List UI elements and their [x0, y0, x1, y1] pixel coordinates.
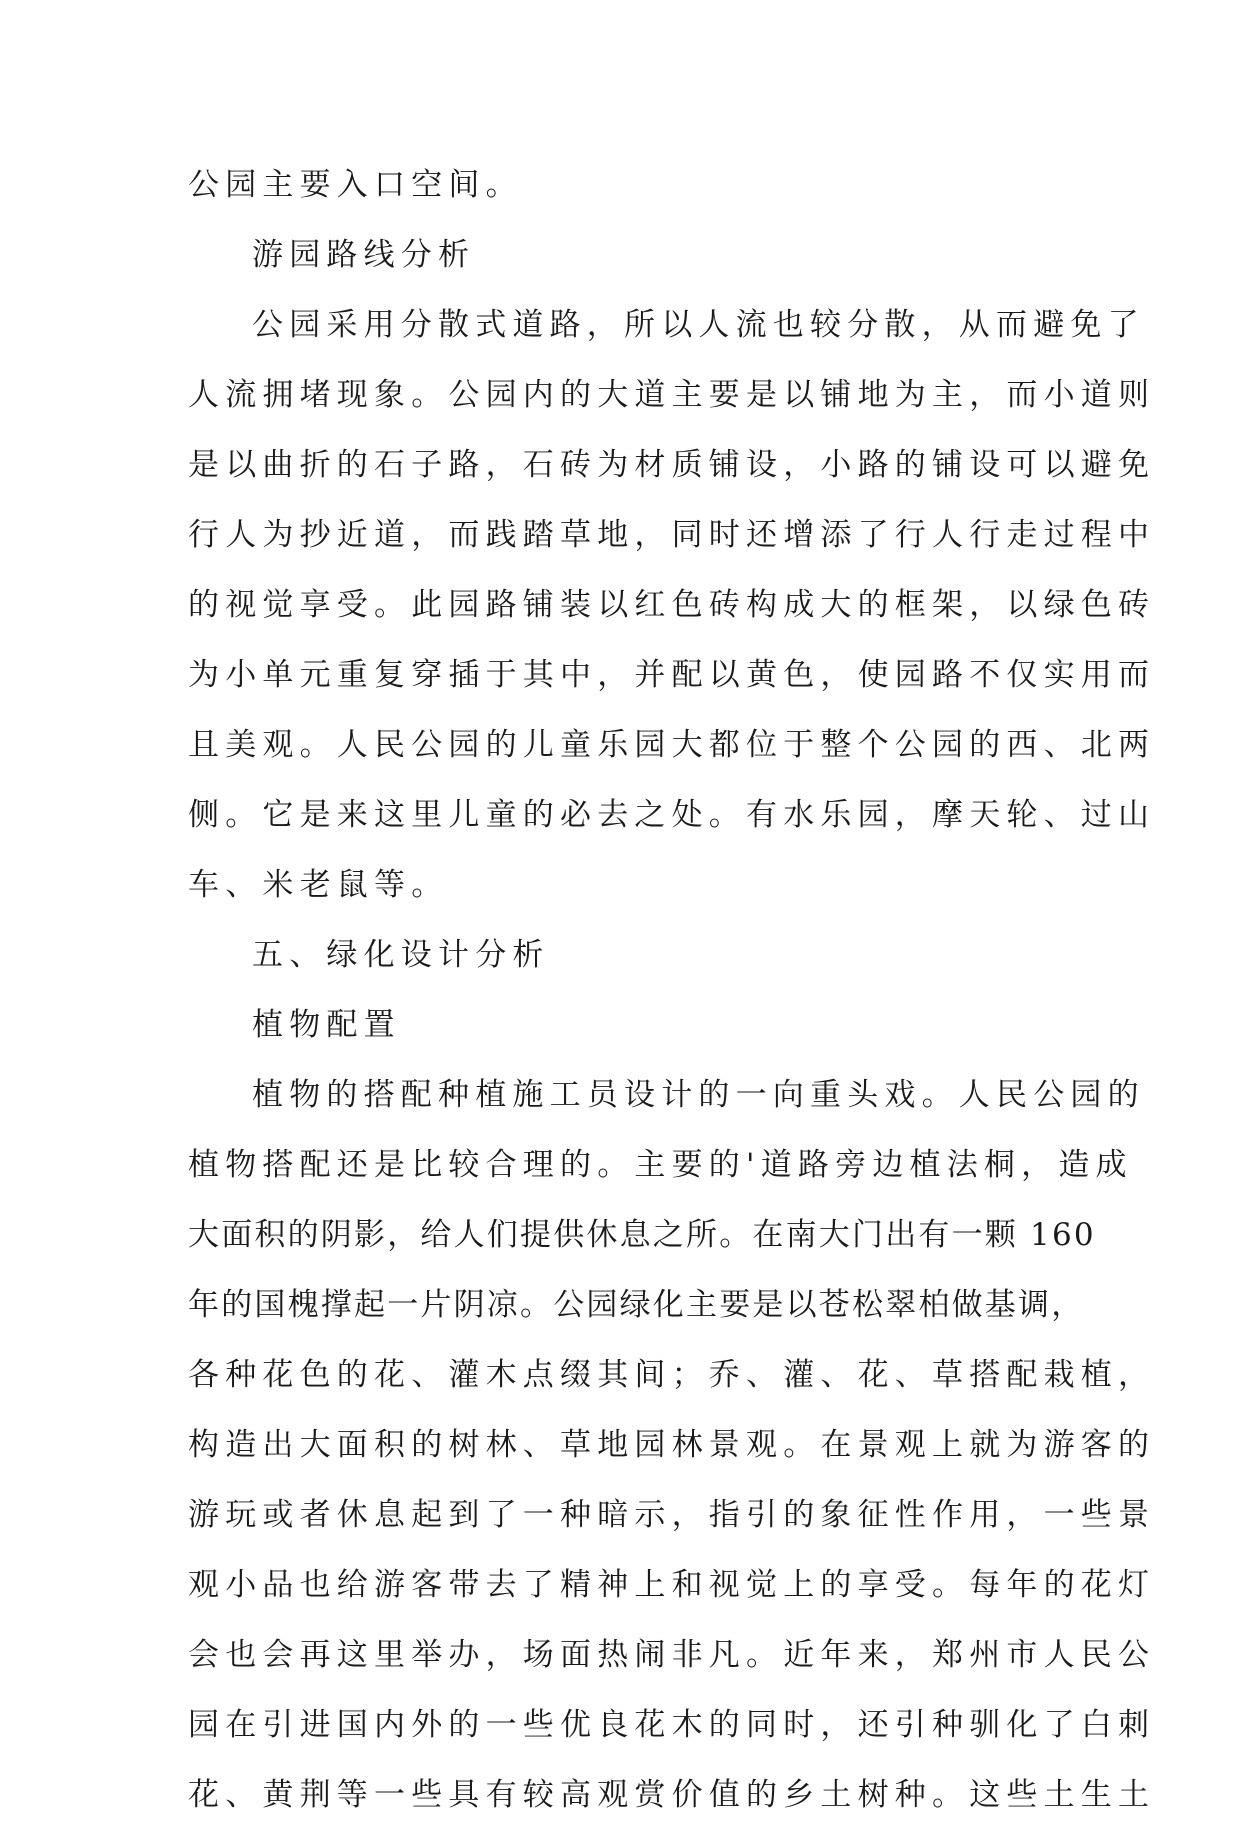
text-line: 会也会再这里举办，场面热闹非凡。近年来，郑州市人民公: [188, 1637, 1156, 1673]
text-line: 年的国槐撑起一片阴凉。公园绿化主要是以苍松翠柏做基调，: [188, 1287, 1085, 1323]
section-heading: 五、绿化设计分析: [252, 937, 550, 973]
text-line: 且美观。人民公园的儿童乐园大都位于整个公园的西、北两: [188, 727, 1156, 763]
subsection-heading: 植物配置: [252, 1007, 401, 1043]
text-line: 公园采用分散式道路，所以人流也较分散，从而避免了: [252, 307, 1145, 343]
text-line: 构造出大面积的树林、草地园林景观。在景观上就为游客的: [188, 1427, 1156, 1463]
text-line: 为小单元重复穿插于其中，并配以黄色，使园路不仅实用而: [188, 657, 1156, 693]
text-line: 的视觉享受。此园路铺装以红色砖构成大的框架，以绿色砖: [188, 587, 1156, 623]
text-line: 游玩或者休息起到了一种暗示，指引的象征性作用，一些景: [188, 1497, 1156, 1533]
text-line: 园在引进国内外的一些优良花木的同时，还引种驯化了白刺: [188, 1707, 1156, 1743]
text-line: 各种花色的花、灌木点缀其间；乔、灌、花、草搭配栽植，: [188, 1357, 1156, 1393]
section-heading: 游园路线分析: [252, 237, 476, 273]
text-line: 植物搭配还是比较合理的。主要的'道路旁边植法桐，造成: [188, 1147, 1133, 1183]
text-line: 植物的搭配种植施工员设计的一向重头戏。人民公园的: [252, 1077, 1145, 1113]
document-body: [188, 160, 1156, 1840]
text-line: 观小品也给游客带去了精神上和视觉上的享受。每年的花灯: [188, 1567, 1156, 1603]
text-line: 大面积的阴影，给人们提供休息之所。在南大门出有一颗 160: [188, 1217, 1096, 1253]
text-line: 行人为抄近道，而践踏草地，同时还增添了行人行走过程中: [188, 517, 1156, 553]
text-line: 侧。它是来这里儿童的必去之处。有水乐园，摩天轮、过山: [188, 797, 1156, 833]
text-line: 公园主要入口空间。: [188, 167, 523, 203]
text-line: 车、米老鼠等。: [188, 867, 449, 903]
text-line: 人流拥堵现象。公园内的大道主要是以铺地为主，而小道则: [188, 377, 1156, 413]
text-line: 是以曲折的石子路，石砖为材质铺设，小路的铺设可以避免: [188, 447, 1156, 483]
text-line: 花、黄荆等一些具有较高观赏价值的乡土树种。这些土生土: [188, 1777, 1156, 1813]
